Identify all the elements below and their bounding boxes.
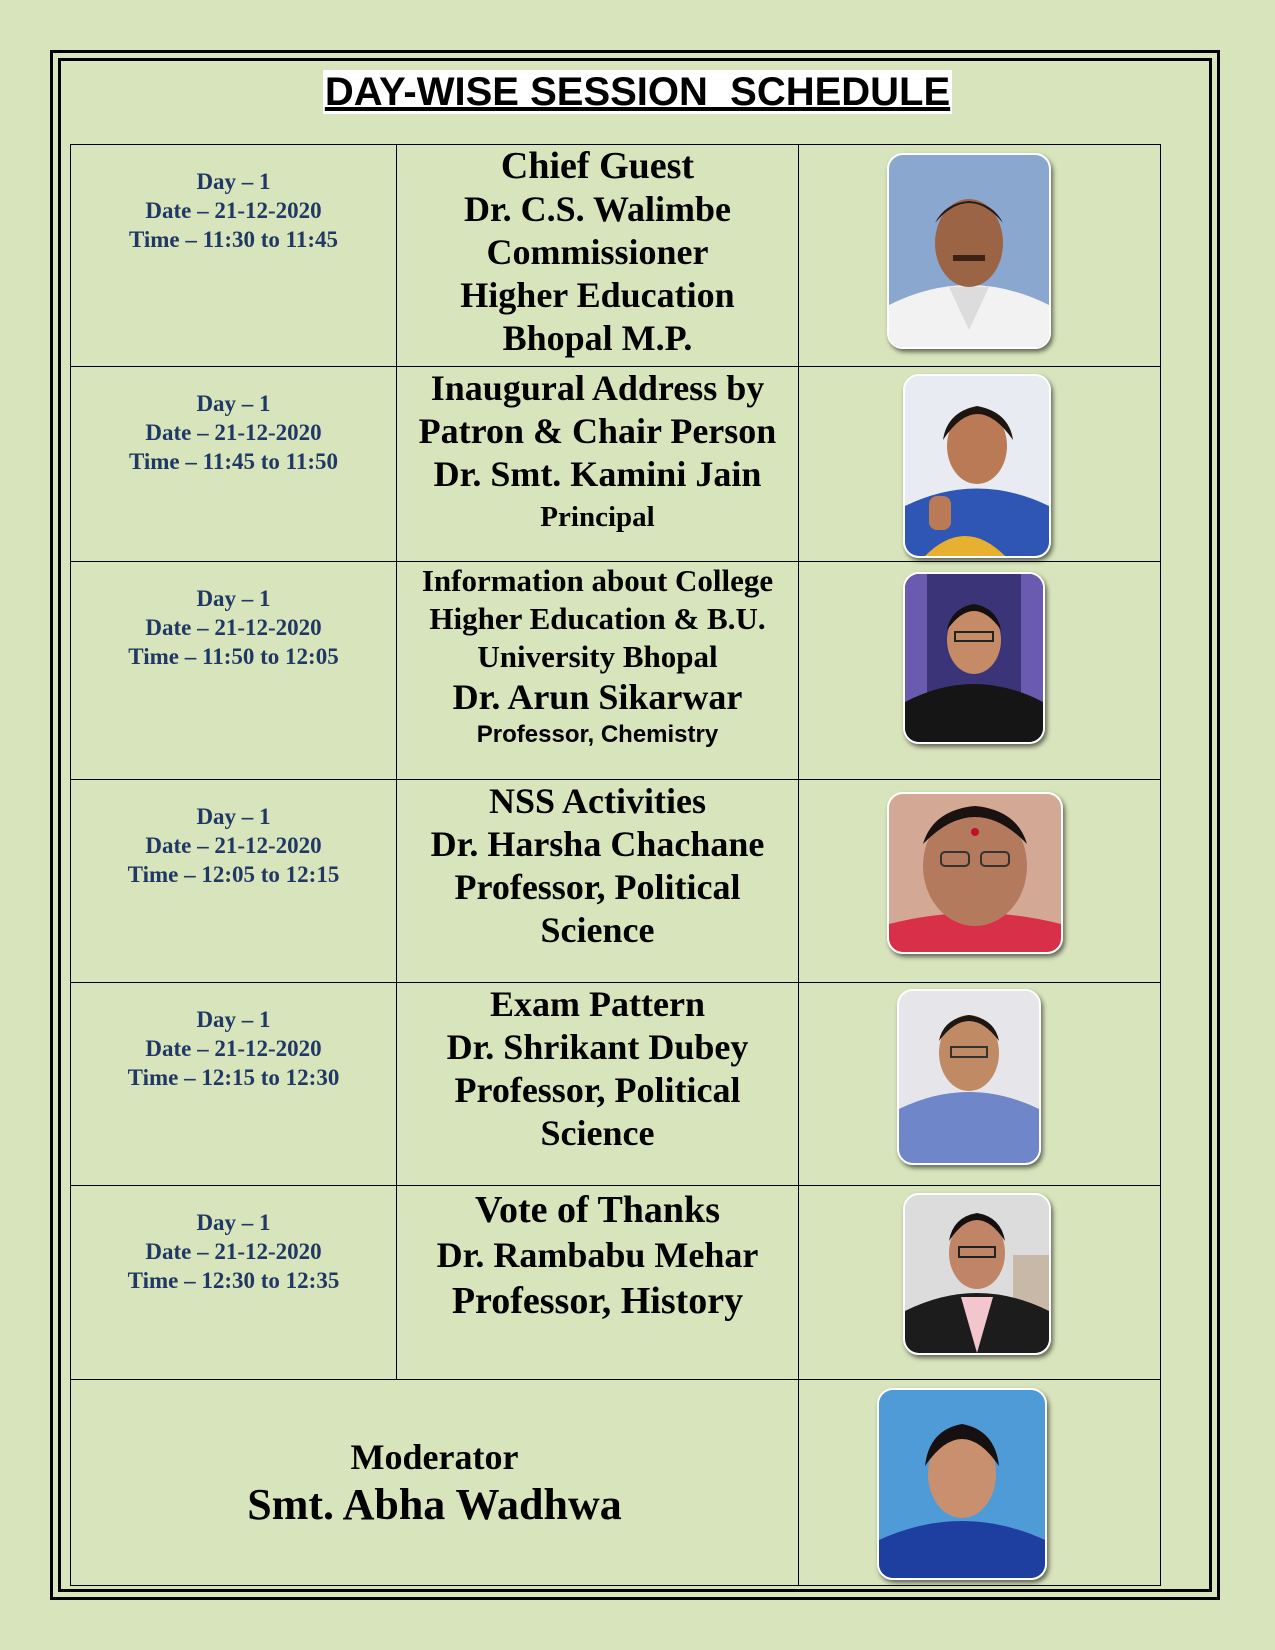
session-day: Day – 1 bbox=[196, 586, 271, 611]
speaker-photo-cell bbox=[799, 145, 1161, 367]
session-date: Date – 21-12-2020 bbox=[145, 615, 322, 640]
speaker-photo-cell bbox=[799, 562, 1161, 780]
session-time: Time – 12:05 to 12:15 bbox=[127, 862, 340, 887]
table-row bbox=[71, 145, 1161, 367]
session-date: Date – 21-12-2020 bbox=[145, 1239, 322, 1264]
session-topic-line-3: University Bhopal bbox=[477, 639, 718, 674]
speaker-name: Dr. Rambabu Mehar bbox=[436, 1235, 759, 1275]
page-title-wrap bbox=[0, 70, 1275, 115]
session-time: Time – 11:45 to 11:50 bbox=[128, 449, 339, 474]
table-row-moderator bbox=[71, 1380, 1161, 1586]
session-topic: Inaugural Address by bbox=[430, 368, 765, 408]
speaker-photo bbox=[903, 572, 1045, 744]
speaker-photo-cell bbox=[799, 1186, 1161, 1380]
session-day: Day – 1 bbox=[196, 169, 271, 194]
session-time: Time – 12:30 to 12:35 bbox=[127, 1268, 340, 1293]
speaker-photo bbox=[903, 374, 1051, 558]
session-time-cell bbox=[71, 145, 397, 367]
speaker-designation: Professor, Chemistry bbox=[476, 721, 719, 748]
table-row bbox=[71, 1186, 1161, 1380]
speaker-location: Bhopal M.P. bbox=[502, 318, 693, 358]
speaker-name: Dr. Harsha Chachane bbox=[430, 824, 765, 864]
page-title: DAY-WISE SESSION SCHEDULE bbox=[324, 70, 951, 114]
session-detail-cell bbox=[397, 780, 799, 983]
speaker-photo-cell bbox=[799, 983, 1161, 1186]
speaker-name: Dr. Arun Sikarwar bbox=[452, 677, 743, 717]
speaker-name: Dr. Shrikant Dubey bbox=[446, 1027, 749, 1067]
schedule-table bbox=[70, 144, 1161, 1586]
session-topic: Information about College bbox=[421, 563, 774, 598]
session-day: Day – 1 bbox=[196, 1210, 271, 1235]
session-topic: Chief Guest bbox=[500, 145, 695, 187]
table-row bbox=[71, 562, 1161, 780]
speaker-photo bbox=[903, 1193, 1051, 1355]
moderator-name: Smt. Abha Wadhwa bbox=[247, 1479, 622, 1529]
moderator-cell bbox=[71, 1380, 799, 1586]
session-date: Date – 21-12-2020 bbox=[145, 833, 322, 858]
session-date: Date – 21-12-2020 bbox=[145, 420, 322, 445]
speaker-photo bbox=[897, 989, 1041, 1165]
session-topic-line-2: Higher Education & B.U. bbox=[429, 601, 766, 636]
speaker-photo-cell bbox=[799, 780, 1161, 983]
session-time-cell bbox=[71, 780, 397, 983]
session-time: Time – 11:50 to 12:05 bbox=[128, 644, 339, 669]
session-topic-line-2: Patron & Chair Person bbox=[418, 411, 777, 451]
session-time-cell bbox=[71, 1186, 397, 1380]
session-detail-cell bbox=[397, 1186, 799, 1380]
session-time-cell bbox=[71, 983, 397, 1186]
moderator-photo bbox=[877, 1388, 1047, 1580]
moderator-label: Moderator bbox=[350, 1436, 519, 1477]
speaker-department: Higher Education bbox=[460, 275, 735, 315]
speaker-designation: Principal bbox=[540, 501, 655, 533]
session-topic: Exam Pattern bbox=[490, 984, 705, 1024]
speaker-designation: Commissioner bbox=[486, 232, 709, 272]
session-date: Date – 21-12-2020 bbox=[145, 198, 322, 223]
speaker-name: Dr. Smt. Kamini Jain bbox=[433, 454, 762, 494]
session-date: Date – 21-12-2020 bbox=[145, 1036, 322, 1061]
speaker-designation: Professor, Political bbox=[454, 867, 741, 907]
session-time-cell bbox=[71, 367, 397, 562]
speaker-photo bbox=[887, 153, 1051, 349]
session-day: Day – 1 bbox=[196, 804, 271, 829]
moderator-photo-cell bbox=[799, 1380, 1161, 1586]
table-row bbox=[71, 983, 1161, 1186]
speaker-department: Science bbox=[540, 1113, 655, 1153]
session-detail-cell bbox=[397, 983, 799, 1186]
speaker-designation: Professor, History bbox=[451, 1280, 744, 1322]
session-day: Day – 1 bbox=[196, 1007, 271, 1032]
session-day: Day – 1 bbox=[196, 391, 271, 416]
speaker-photo bbox=[887, 792, 1063, 954]
table-row bbox=[71, 367, 1161, 562]
session-time: Time – 12:15 to 12:30 bbox=[127, 1065, 340, 1090]
speaker-photo-cell bbox=[799, 367, 1161, 562]
session-time-cell bbox=[71, 562, 397, 780]
session-topic: Vote of Thanks bbox=[475, 1189, 720, 1231]
table-row bbox=[71, 780, 1161, 983]
session-detail-cell bbox=[397, 145, 799, 367]
speaker-designation: Professor, Political bbox=[454, 1070, 741, 1110]
session-detail-cell bbox=[397, 367, 799, 562]
speaker-name: Dr. C.S. Walimbe bbox=[463, 189, 732, 229]
session-detail-cell bbox=[397, 562, 799, 780]
session-topic: NSS Activities bbox=[488, 781, 706, 821]
session-time: Time – 11:30 to 11:45 bbox=[128, 227, 339, 252]
speaker-department: Science bbox=[540, 910, 655, 950]
